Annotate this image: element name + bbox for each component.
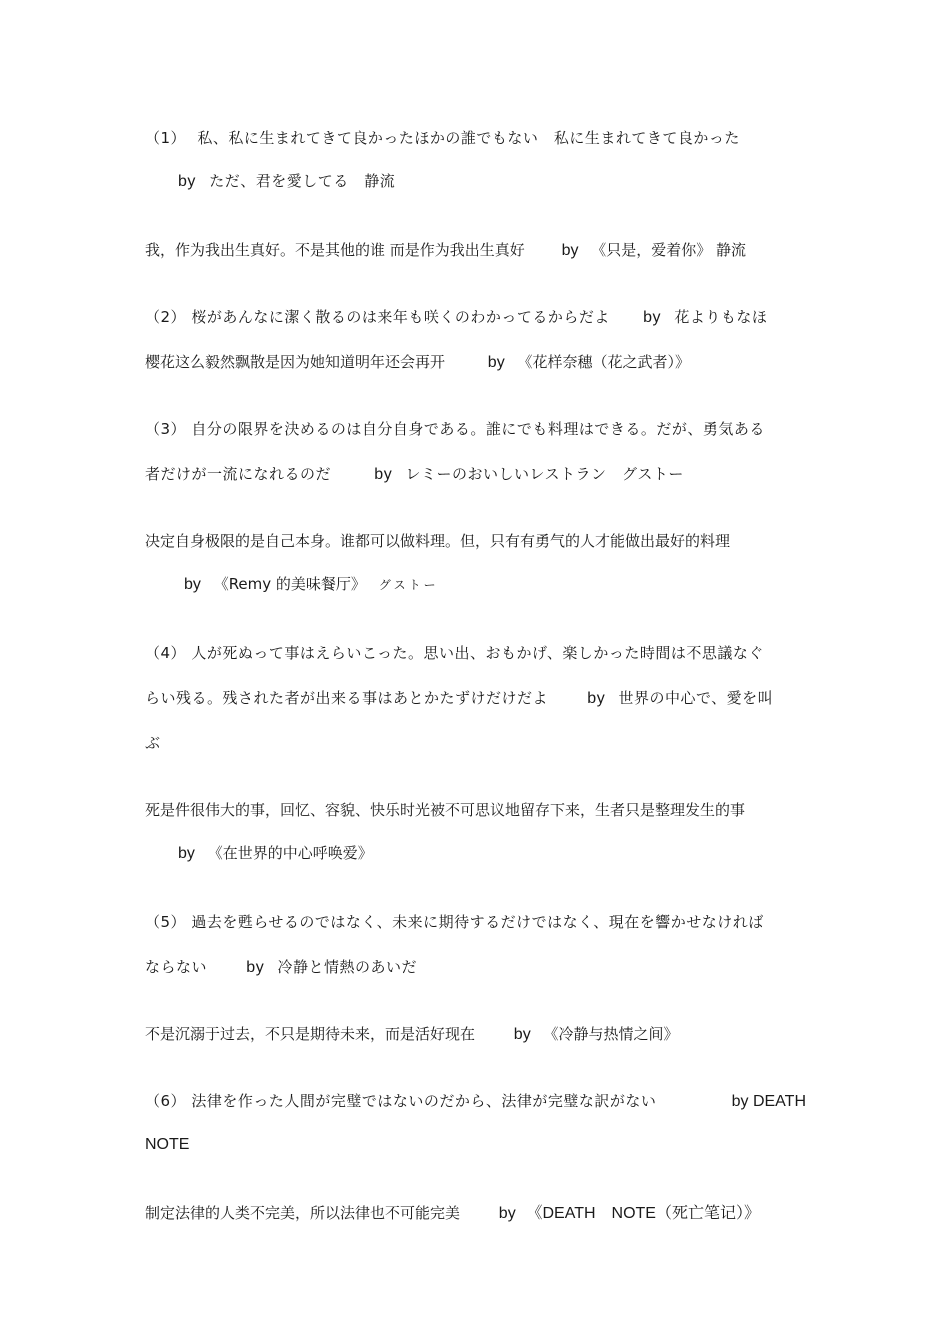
entry-6-cn-line (145, 1203, 810, 1224)
entry-3-jp-text-2: 者だけが一流になれるのだ (145, 465, 332, 483)
entry-4-jp-text: 人が死ぬって事はえらいこった。思い出、おもかげ、楽しかった時間は不思議なぐ (191, 644, 764, 662)
entry-3-cn-source-line (184, 574, 810, 595)
entry-6-cn-text: 制定法律的人类不完美，所以法律也不可能完美 (145, 1204, 461, 1222)
entry-3-cn-source-2: グストー (378, 578, 439, 592)
entry-5-cn-text: 不是沉溺于过去，不只是期待未来，而是活好现在 (145, 1025, 476, 1043)
entry-5-cn-line (145, 1024, 810, 1045)
entry-4-cn-by: by (178, 845, 195, 862)
entry-4-cn-source: 《在世界的中心呼唤爱》 (207, 844, 373, 862)
entry-3-jp-source: レミーのおいしいレストラン グストー (405, 465, 684, 483)
entry-5-cn-source: 《冷静与热情之间》 (543, 1025, 679, 1043)
entry-2-jp-line (145, 307, 810, 328)
entry-2-cn-line (145, 352, 810, 373)
entry-5-number: （5） (145, 913, 187, 931)
entry-3-cn-text: 决定自身极限的是自己本身。谁都可以做料理。但，只有有勇气的人才能做出最好的料理 (145, 532, 731, 550)
entry-4-jp-by: by (587, 690, 606, 707)
entry-6-jp-by: by DEATH (731, 1093, 806, 1110)
entry-2-jp-by: by (643, 309, 662, 326)
entry-3-cn-line (145, 531, 810, 551)
entry-1-cn-source: 《只是，爱着你》 静流 (591, 241, 747, 259)
entry-3-jp-by: by (374, 466, 393, 483)
entry-5-jp-text-2: ならない (145, 958, 208, 976)
entry-4-jp-text-3: ぶ (145, 734, 161, 752)
entry-6-jp-line-2 (145, 1134, 810, 1155)
entry-4-jp-source: 世界の中心で、愛を叫 (618, 689, 774, 707)
entry-1-cn-line (145, 240, 810, 261)
entry-5-jp-line (145, 912, 810, 932)
entry-6-number: （6） (145, 1092, 187, 1110)
entry-3-jp-line (145, 419, 810, 439)
entry-1-jp-text: 私、私に生まれてきて良かったほかの誰でもない 私に生まれてきて良かった (197, 129, 740, 147)
entry-4-jp-line-3 (145, 733, 810, 753)
entry-1-cn-text: 我，作为我出生真好。不是其他的谁 而是作为我出生真好 (145, 241, 525, 259)
entry-3-number: （3） (145, 420, 187, 438)
entry-4-jp-line (145, 643, 810, 663)
entry-3-cn-source: 《Remy 的美味餐厅》 (213, 575, 366, 593)
entry-3-jp-text: 自分の限界を決めるのは自分自身である。誰にでも料理はできる。だが、勇気ある (191, 420, 765, 438)
entry-6-jp-line (145, 1091, 810, 1111)
entry-4-cn-line (145, 800, 810, 820)
entry-4-cn-source-line (178, 843, 810, 864)
entry-5-jp-text: 過去を甦らせるのではなく、未来に期待するだけではなく、現在を響かせなければ (191, 913, 764, 931)
entry-1-jp-by: by (178, 173, 196, 190)
entry-6-jp-text-2: NOTE (145, 1136, 190, 1153)
entry-6-cn-source: 《DEATH NOTE（死亡笔记）》 (526, 1205, 760, 1222)
entry-5-jp-by: by (246, 959, 265, 976)
entry-4-jp-text-2: らい残る。残された者が出来る事はあとかたずけだけだよ (145, 689, 549, 707)
entry-5-cn-by: by (513, 1026, 531, 1043)
entry-2-cn-source: 《花样奈穗（花之武者）》 (517, 353, 690, 371)
entry-3-cn-by: by (184, 576, 201, 593)
entry-5-jp-source: 冷静と情熱のあいだ (277, 958, 417, 976)
entry-6-jp-text: 法律を作った人間が完璧ではないのだから、法律が完璧な訳がない (191, 1092, 657, 1110)
entry-6-jp-by-line (732, 1091, 806, 1112)
entry-2-number: （2） (145, 308, 187, 326)
entry-1-jp-source: ただ、君を愛してる 静流 (209, 172, 396, 190)
entry-1-jp-source-line (178, 171, 810, 192)
entry-4-jp-line-2 (145, 688, 810, 709)
entry-6-cn-by: by (498, 1205, 516, 1222)
entry-3-jp-line-2 (145, 464, 810, 485)
entry-2-jp-source: 花よりもなほ (674, 308, 768, 326)
entry-5-jp-line-2 (145, 957, 810, 978)
entry-1-cn-by: by (561, 242, 579, 259)
entry-4-cn-text: 死是件很伟大的事，回忆、容貌、快乐时光被不可思议地留存下来，生者只是整理发生的事 (145, 801, 746, 819)
entry-2-cn-by: by (487, 354, 505, 371)
entry-2-jp-text: 桜があんなに潔く散るのは来年も咲くのわかってるからだよ (191, 308, 610, 326)
entry-1-jp-line (145, 128, 810, 148)
entry-4-number: （4） (145, 644, 187, 662)
entry-2-cn-text: 樱花这么毅然飘散是因为她知道明年还会再开 (145, 353, 446, 371)
entry-1-number: （1） (145, 129, 187, 147)
